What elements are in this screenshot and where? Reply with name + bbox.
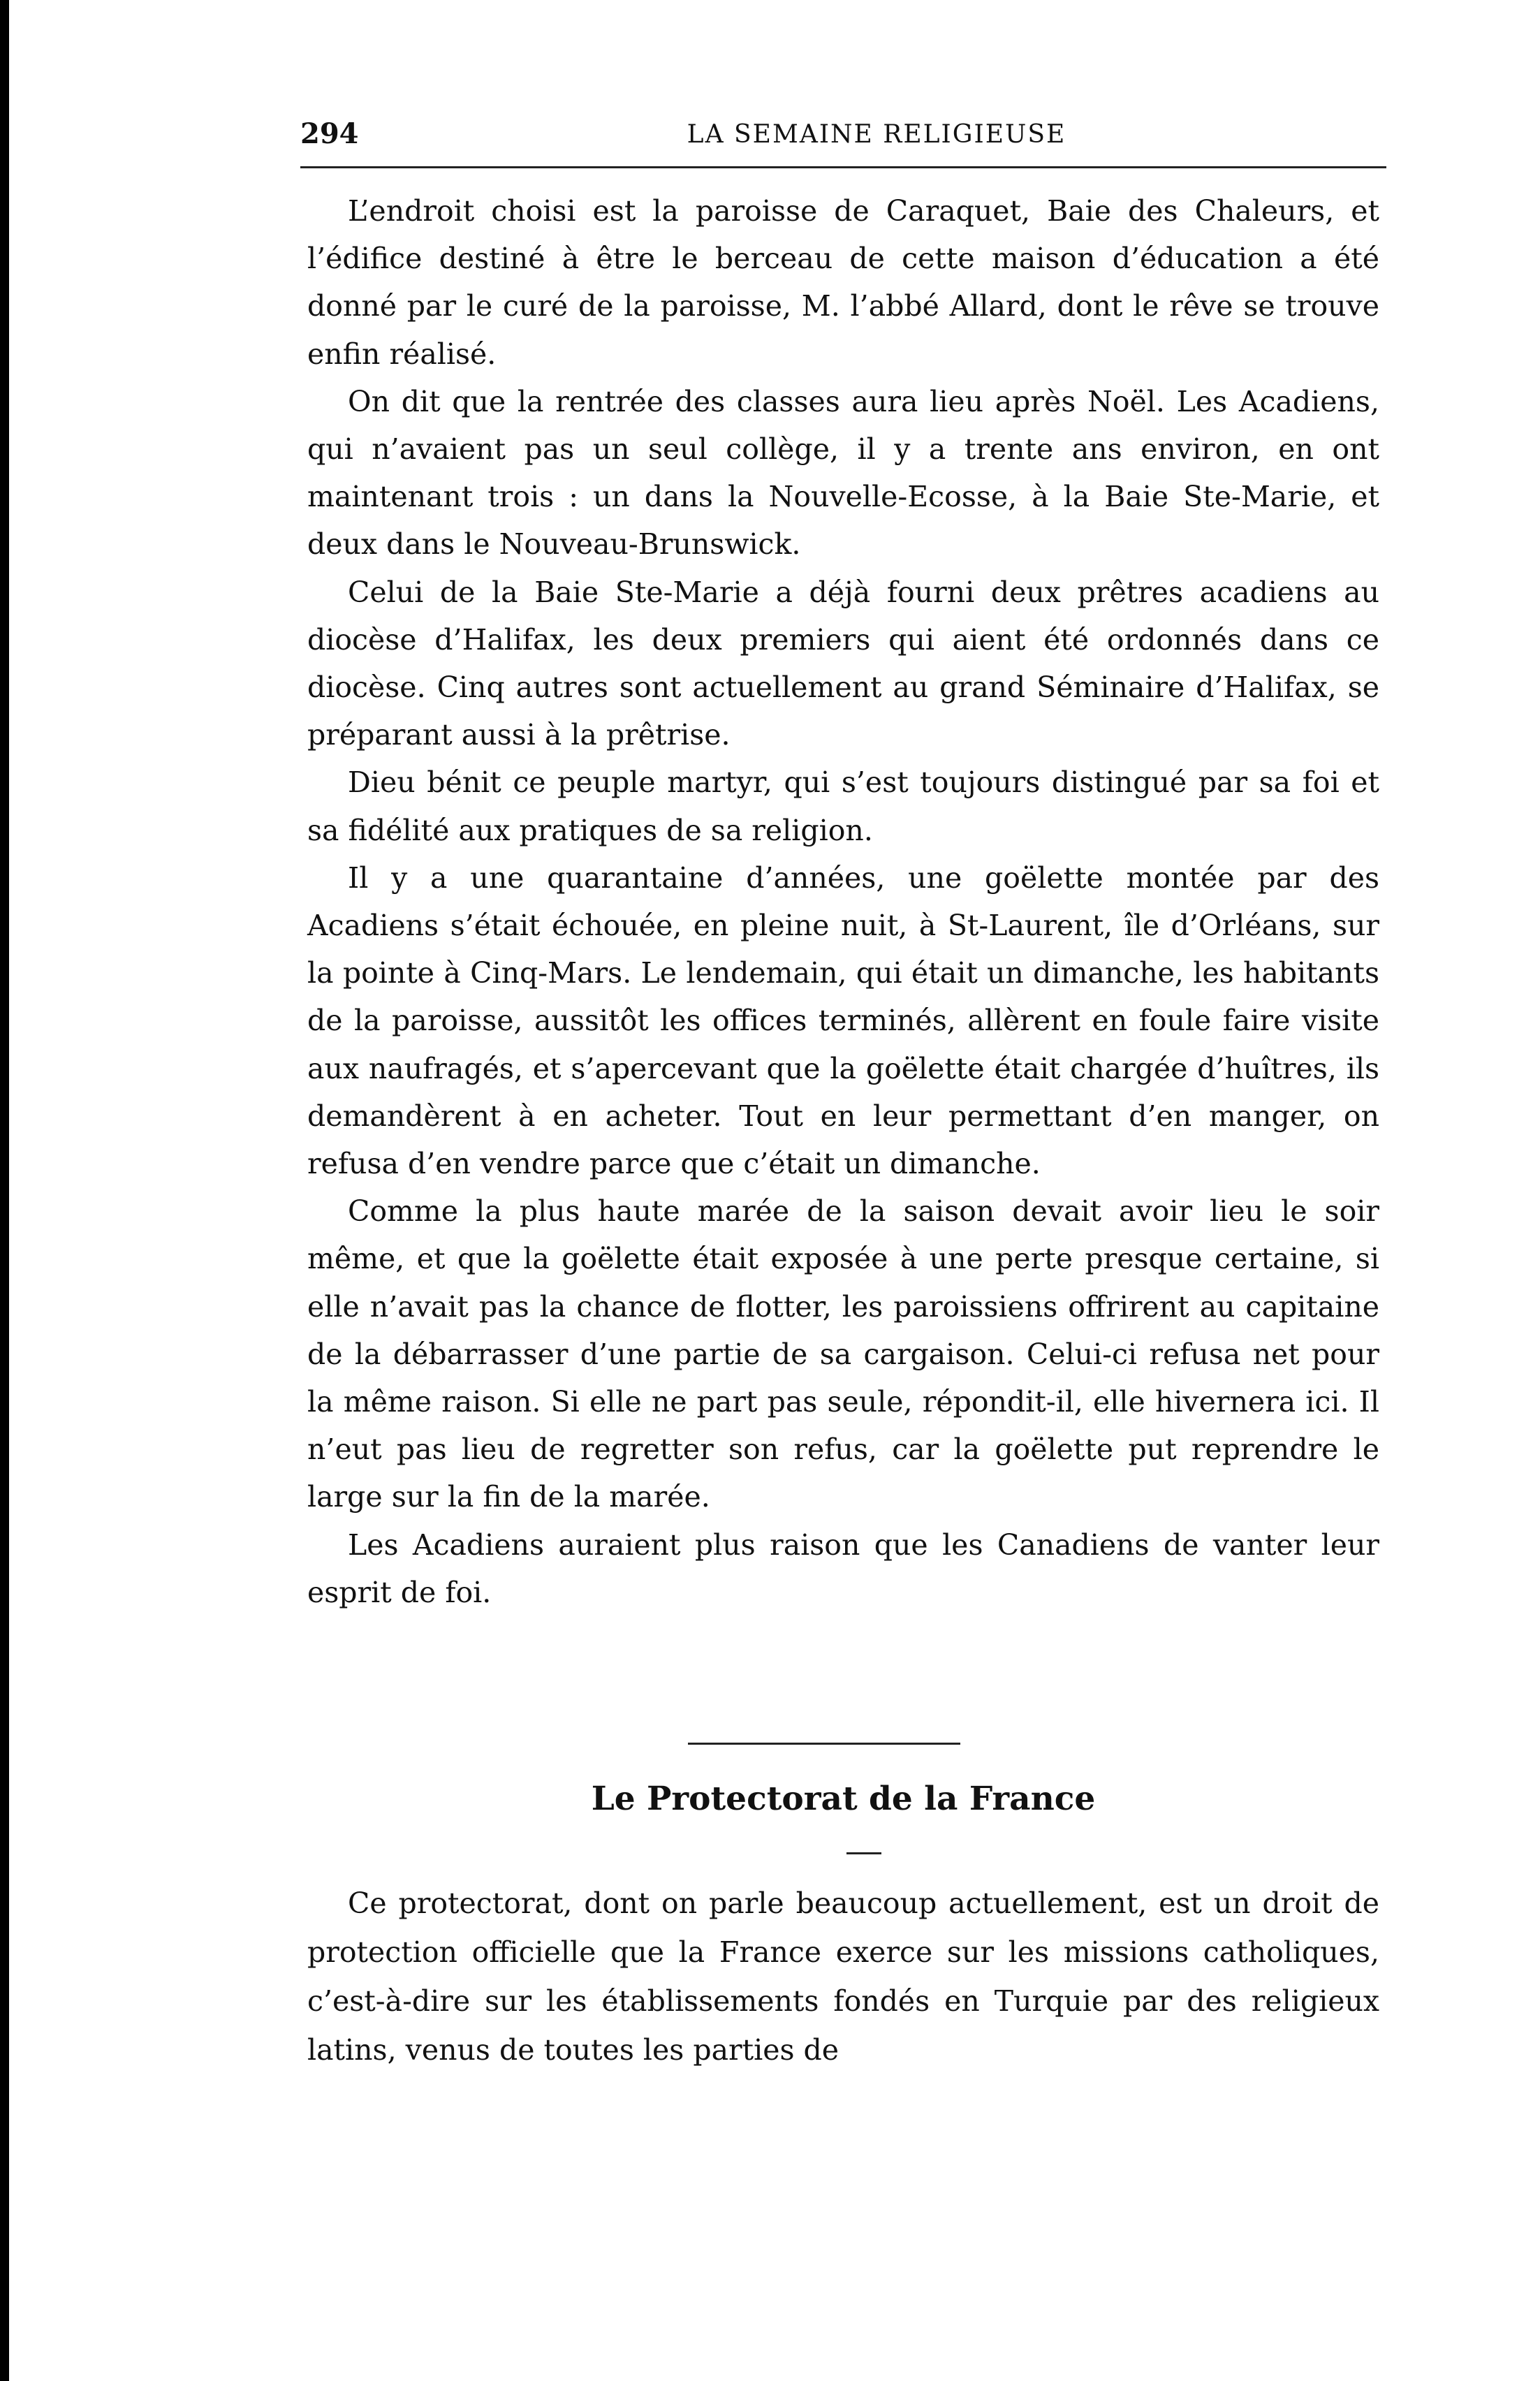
paragraph: L’endroit choisi est la paroisse de Caraquet, Baie des Chaleurs, et l’édifice destiné à être le berceau de cette maison d’éducation a été donné par le curé de la paroisse, M. l’abbé Allard, dont le rêve se trouve enfin réalisé. bbox=[307, 194, 1379, 371]
paragraph: Celui de la Baie Ste-Marie a déjà fourni deux prêtres acadiens au diocèse d’Halifax, les deux premiers qui aient été ordonnés dans ce diocèse. Cinq autres sont actuellement au grand Séminaire d’Halifax, se préparant aussi à la prêtrise. bbox=[307, 575, 1379, 752]
page-edge-bar bbox=[0, 0, 9, 2381]
paragraph: Il y a une quarantaine d’années, une goëlette montée par des Acadiens s’était échouée, en pleine nuit, à St-Laurent, île d’Orléans, sur la pointe à Cinq-Mars. Le lendemain, qui était un dimanche, les habitants de la paroisse, aussitôt les offices terminés, allèrent en foule faire visite aux naufragés, et s’apercevant que la goëlette était chargée d’huîtres, ils demandèrent à en acheter. Tout en leur permettant d’en manger, on refusa d’en vendre parce que c’était un dimanche. bbox=[307, 860, 1379, 1181]
paragraph: Ce protectorat, dont on parle beaucoup actuellement, est un droit de protection officielle que la France exerce sur les missions catholiques, c’est-à-dire sur les établissements fondés en Turquie par des religieux latins, venus de toutes les parties de bbox=[307, 1887, 1379, 2067]
article-body bbox=[307, 187, 1379, 1616]
section-divider bbox=[688, 1743, 960, 1745]
page-number: 294 bbox=[300, 117, 359, 150]
header-rule bbox=[300, 166, 1386, 168]
paragraph: On dit que la rentrée des classes aura lieu après Noël. Les Acadiens, qui n’avaient pas un seul collège, il y a trente ans environ, en ont maintenant trois : un dans la Nouvelle-Ecosse, à la Baie Ste-Marie, et deux dans le Nouveau-Brunswick. bbox=[307, 384, 1379, 562]
heading-dash bbox=[846, 1852, 881, 1854]
paragraph: Comme la plus haute marée de la saison devait avoir lieu le soir même, et que la goëlette était exposée à une perte presque certaine, si elle n’avait pas la chance de flotter, les paroissiens offrirent au capitaine de la débarrasser d’une partie de sa cargaison. Celui-ci refusa net pour la même raison. Si elle ne part pas seule, répondit-il, elle hivernera ici. Il n’eut pas lieu de regretter son refus, car la goëlette put reprendre le large sur la fin de la marée. bbox=[307, 1194, 1379, 1514]
running-title: LA SEMAINE RELIGIEUSE bbox=[687, 120, 1066, 149]
section-body bbox=[307, 1879, 1379, 2074]
paragraph: Les Acadiens auraient plus raison que les Canadiens de vanter leur esprit de foi. bbox=[307, 1527, 1379, 1609]
running-header bbox=[300, 112, 1386, 161]
paragraph: Dieu bénit ce peuple martyr, qui s’est toujours distingué par sa foi et sa fidélité aux pratiques de sa religion. bbox=[307, 765, 1379, 847]
section-heading: Le Protectorat de la France bbox=[591, 1780, 1096, 1818]
